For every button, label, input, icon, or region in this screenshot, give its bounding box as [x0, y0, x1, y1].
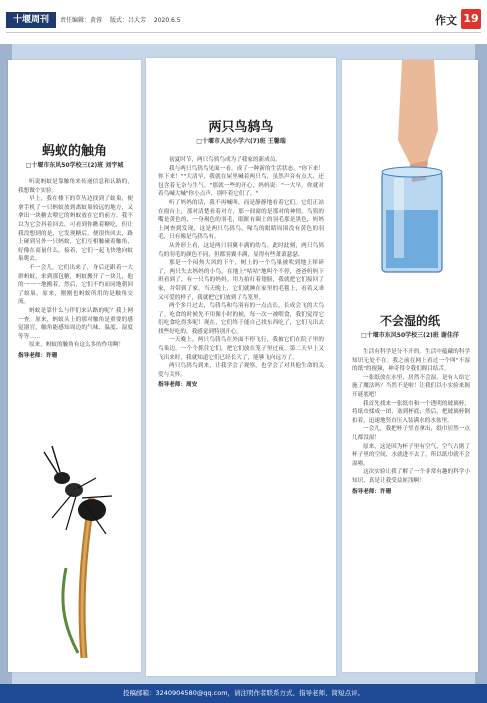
article-body	[18, 178, 133, 359]
paragraph: 初夏时节，两只鸟鸫鸟成为了我家的新成员。	[169, 157, 281, 163]
article-title: 两只鸟鸫鸟	[208, 120, 274, 135]
teacher-credit: 指导老师：许珊	[18, 352, 58, 359]
water-glass-photo	[342, 60, 478, 300]
article-panel-pigeon	[146, 58, 336, 676]
page-number-badge: 19	[461, 9, 481, 29]
article-author: □十堰市人民小学六(7)班 王馨瑞	[196, 138, 286, 145]
article-panel-ant	[8, 60, 141, 672]
editorial-credits	[60, 15, 187, 24]
paragraph: 两个多月过去，鸟鸫鸟和鸟羽有的一点点长，长成会飞的大鸟了。吃食的时候先不用像小时的候，每一次一被喂食，我们觉得它们吃食吃得多呢！现在，它们终于能自己找东西吃了，它们飞出去找些好吃的，我感觉到特别开心。	[158, 303, 324, 335]
paragraph: 我与两只鸟鸫鸟见面一看，成了一种新的生活状态。"你下来！你下来！""大清早，我就在屋里喊着两只鸟，虽然声音有点大，还包含着无奈与生气。"那就一些的开心，妈妈说："一大早，你就对着鸟喊大喊"你小点声，别吓着它们了。"	[158, 165, 324, 198]
section-title: 作文	[435, 14, 457, 27]
submission-footer: 投稿邮箱：3240904580@qq.com，请注明作者联系方式、指导老师、简短点评。	[0, 684, 487, 703]
teacher-credit: 指导老师：许珊	[352, 488, 392, 495]
paragraph: 一张纸放在水里，居然不会湿，是有人给它施了魔法吗？当然不是啦！让我们以小实验来揭开谜底吧！	[352, 374, 470, 398]
paragraph: 听说蚂蚁是靠触角来传递信息和认路的，我想做个实验。	[18, 179, 133, 194]
issue-date: 2020.6.5	[153, 17, 181, 24]
ant-illustration	[22, 438, 122, 658]
paragraph: 原来，蚂蚁的触角有这么多的作用啊！	[29, 342, 125, 349]
paragraph: 原来，这是因为杯子里有空气，空气占据了杯子里的空间，水就进不去了，所以纸巾就不会湿啦。	[352, 443, 470, 467]
designer-credit: 版式：吕大芳	[109, 17, 146, 24]
article-title: 不会湿的纸	[379, 314, 440, 328]
paragraph: 从外形上看，这是两只羽翼丰满的幼鸟。此时此刻，两只鸟鸫鸟的羽毛的颜色不同，但都羽翼丰满，显得有些萧萧瑟瑟。	[158, 242, 324, 258]
paragraph: 听了妈妈的话，我不再喊叫，而是静静地看着它们。它们正站在窗台上，那对清楚看着对方，那一间窗的是那对的神情。鸟鸫的嘴是黄色的，一身褐色的羽毛，眼眶有圈土的羽毛那是黑色，妈妈上网查到发现，这是两只鸟鸫鸟，喙鸟的眼睛周围没有黄色的羽毛，只有像是鸟鸫鸟有。	[158, 199, 324, 241]
article-panel-paper	[342, 60, 478, 672]
article-body	[158, 156, 324, 388]
article-author: □十堰市东风50学校三(2)班 刘宇城	[25, 162, 124, 169]
article-body	[352, 348, 470, 495]
paragraph: 蚂蚁是靠什么与伴们来认路的呢？我上网一查。原来，蚂蚁头上的那对触角是重要的感觉器官，触角能感知周边的气味、温度、湿度等等……	[18, 307, 133, 340]
article-author: □十堰市东风50学校三(2)班 谢佳洋	[361, 332, 459, 339]
page-header	[0, 0, 487, 44]
paragraph: 一天晚上，两只鸟鸫鸟在外面不停飞行，我被它们在院子里的鸟巢边，一个个抓住它们，把它们放在笼子里过夜。第二天早上又飞出来时，我就知道它们已经长大了，能够飞向远方了。	[158, 337, 324, 361]
editor-credit: 责任编辑：黄蓉	[60, 17, 103, 24]
teacher-credit: 指导老师：周安	[158, 382, 198, 389]
publication-logo: 十堰周刊	[6, 12, 56, 28]
paragraph: 早上，我在楼下的草丛边找到了蚁巢，便拿手机了一只蚂蚁放到离蚁巢较远的地方，又拿出一块糖去喂它的蚂蚁放在它的前方。我不以为它会抖着回去，可看到你瞧着糖吃，但让我没想到的是，它发现糖后，便很快回去，路上碰到另外一只蚂蚁，它们互相触碰着触角，好像在商量什么。接着，它们一起飞快地向蚁巢爬去。	[18, 196, 133, 263]
paragraph: 不一会儿，它们出来了，身后还跟着一大群蚂蚁，来到那包糖，蚂蚁搬开了一块儿，他的一一一地搬着，然后，它们不约而同地朝回了蚁巢。原来，刚刚也蚂蚁所用的是触角交流。	[18, 264, 133, 306]
paragraph: 我首先找来一张纸巾和一个透明的玻璃杯，将纸巾揉成一团，塞到杯底；然后，把玻璃杯倒扣着，迅速地竖直压入装满水的水盆里。	[352, 400, 470, 424]
paragraph: 生活有科学是分不开的。生活中蕴藏的科学知识无处不在。我之前在网上看过一个叫"不湿的纸"的视频，神奇得令我们瞠目结舌。	[352, 349, 470, 373]
paragraph: 两只鸟鸫鸟到来，让我学会了观察，也学会了对其他生命的关爱与关怀。	[158, 363, 324, 378]
article-title: 蚂蚁的触角	[41, 144, 107, 159]
paragraph: 一会儿，我把杯子竖直拿出，纸巾居然一点儿都没湿！	[352, 426, 470, 441]
header-divider	[6, 32, 481, 33]
paragraph: 这次实验让我了解了一个非常有趣的科学小知识，真是让我受益匪浅啊！	[352, 469, 470, 484]
paragraph: 那是一个闷热大风的下午，树上的一个鸟巢被吹到地上摔碎了，两只失去妈妈的小鸟，在地上"咕咕"地叫个不停，爸爸妈妈下班看到了，有一只鸟的妈妈。用力拍打着翅膀，我就把它们接回了家，并带到了家。当天晚上，它们就睡在家里的毛毯上，看着又乖又可爱的样子，我就把它们放到了鸟笼里。	[158, 260, 324, 301]
